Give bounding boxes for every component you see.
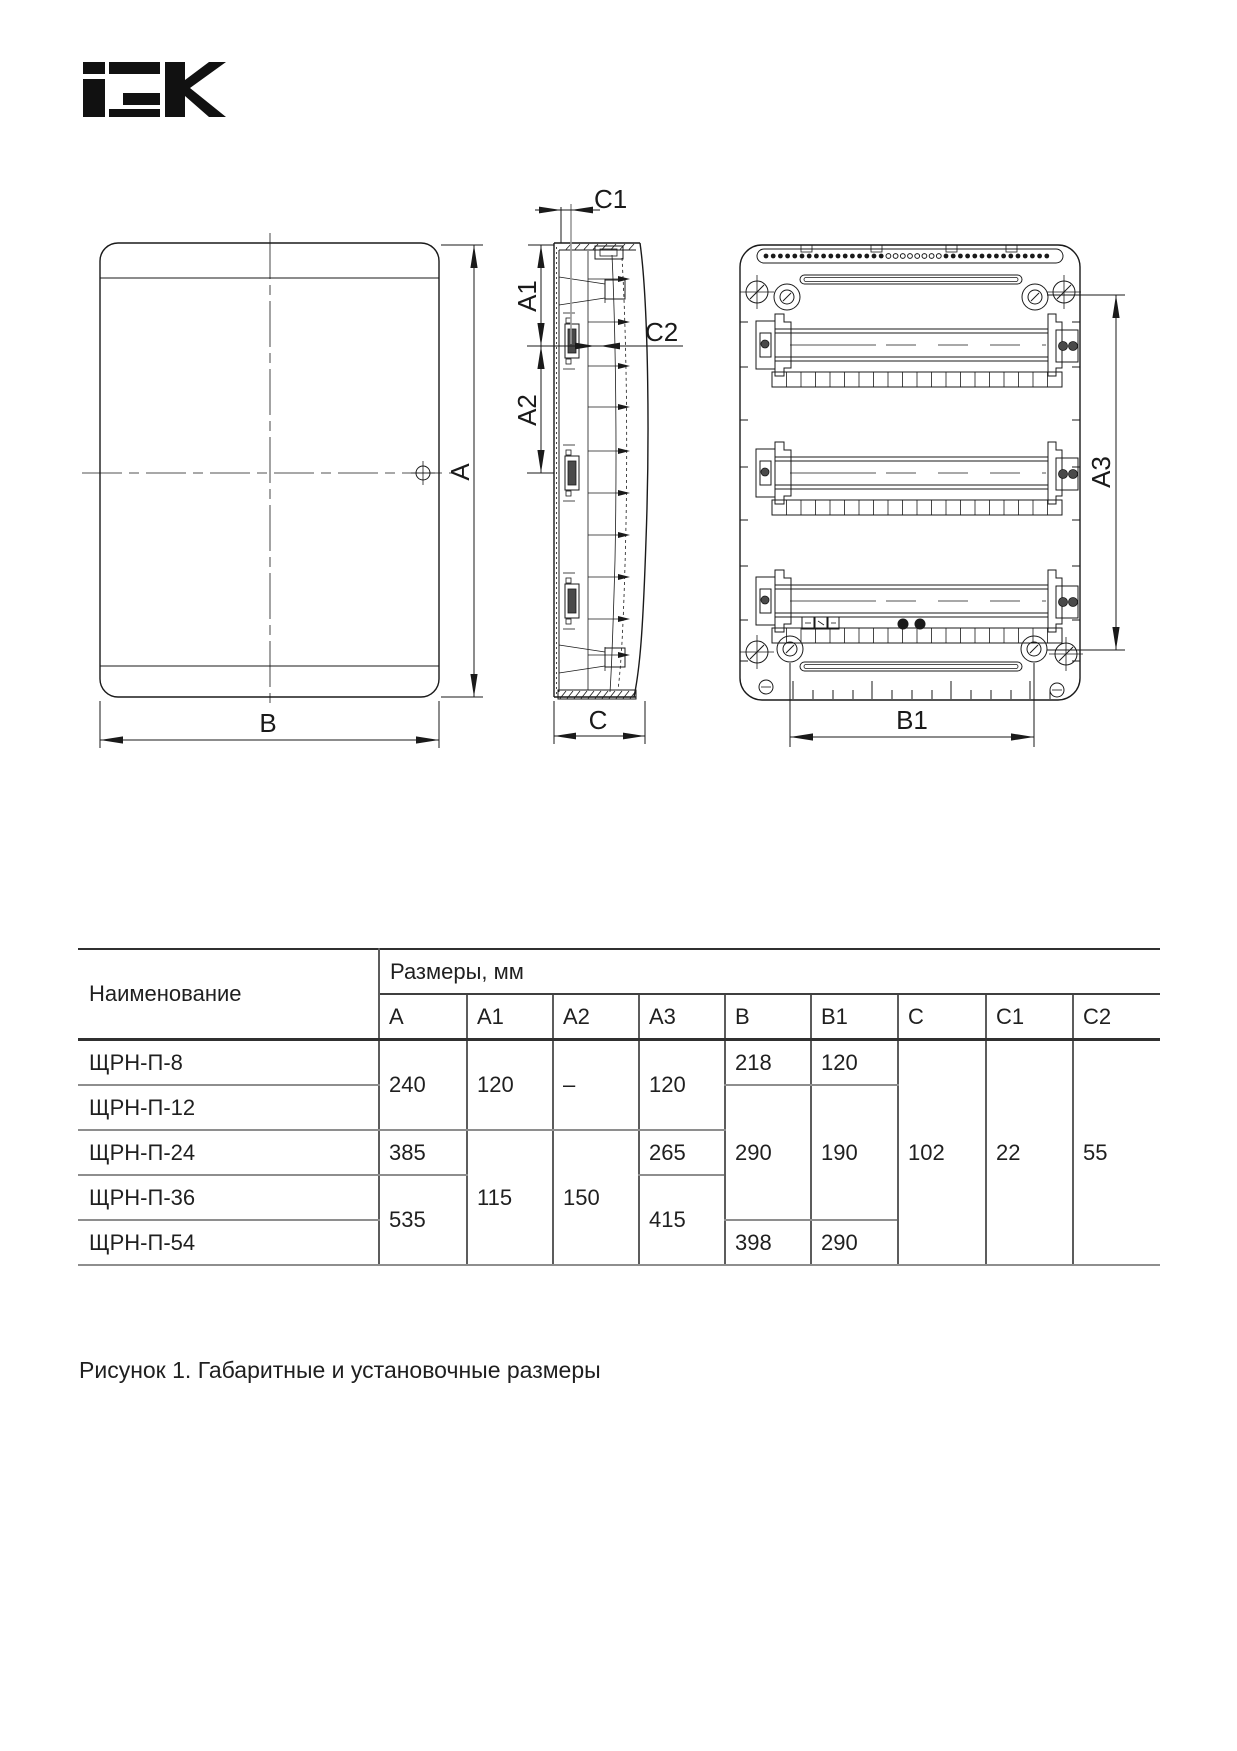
dim-value-cell: 120 [811,1040,898,1086]
dim-label-a: A [445,463,475,481]
dim-label-a2: A2 [512,394,542,426]
dimensions-table [78,948,1160,1266]
back-view [740,245,1083,700]
front-view [82,233,452,708]
dim-value-cell: 265 [639,1130,725,1175]
row-name-cell: ЩРН-П-12 [78,1085,379,1130]
table-subheader-B1: B1 [811,994,898,1040]
dim-value-cell: 290 [811,1220,898,1265]
dimension-A2 [512,346,554,473]
figure-caption: Рисунок 1. Габаритные и установочные размеры [79,1357,601,1383]
door-lock [411,461,435,485]
dimension-A1 [512,245,554,346]
dim-label-b: B [259,708,277,738]
dim-value-cell: 115 [467,1130,553,1265]
dim-value-cell: 415 [639,1175,725,1265]
din-rail-sections [563,313,579,629]
dim-value-cell: 535 [379,1175,467,1265]
module-combs [772,372,1062,643]
dim-value-cell: 150 [553,1130,639,1265]
row-name-cell: ЩРН-П-54 [78,1220,379,1265]
dim-label-c2: C2 [645,317,679,347]
dimension-B [100,701,439,748]
dim-label-b1: B1 [896,705,928,735]
dim-value-cell: 290 [725,1085,811,1220]
dimension-B1 [790,663,1034,747]
dim-value-cell: 120 [467,1040,553,1131]
table-subheader-B: B [725,994,811,1040]
dim-value-cell: 398 [725,1220,811,1265]
table-row [78,1040,1160,1086]
table-subheader-A: A [379,994,467,1040]
dim-label-a1: A1 [512,280,542,312]
dim-label-c1: C1 [594,184,628,214]
dim-value-cell: – [553,1040,639,1131]
table-subheader-A2: A2 [553,994,639,1040]
table-header-name: Наименование [78,949,379,1040]
dim-value-cell: 22 [986,1040,1073,1266]
table-subheader-A3: A3 [639,994,725,1040]
table-subheader-A1: A1 [467,994,553,1040]
dim-value-cell: 120 [639,1040,725,1131]
dim-value-cell: 385 [379,1130,467,1175]
dim-value-cell: 190 [811,1085,898,1220]
dim-label-c: C [588,705,608,735]
side-view [554,243,648,699]
figure-drawing [0,0,1237,800]
top-slot [800,275,1022,284]
table-subheader-C: C [898,994,986,1040]
dimension-A [441,245,483,697]
table-subheader-C1: C1 [986,994,1073,1040]
dimension-C1 [535,184,627,344]
dim-value-cell: 218 [725,1040,811,1086]
dim-value-cell: 240 [379,1040,467,1131]
row-name-cell: ЩРН-П-36 [78,1175,379,1220]
dim-label-a3: A3 [1086,456,1116,488]
row-name-cell: ЩРН-П-24 [78,1130,379,1175]
dim-value-cell: 55 [1073,1040,1160,1266]
table-header-sizes: Размеры, мм [379,949,1160,994]
bottom-slot [800,662,1022,671]
din-rails [756,314,1078,632]
row-name-cell: ЩРН-П-8 [78,1040,379,1086]
dimension-C [554,701,645,744]
dim-value-cell: 102 [898,1040,986,1266]
table-subheader-C2: C2 [1073,994,1160,1040]
